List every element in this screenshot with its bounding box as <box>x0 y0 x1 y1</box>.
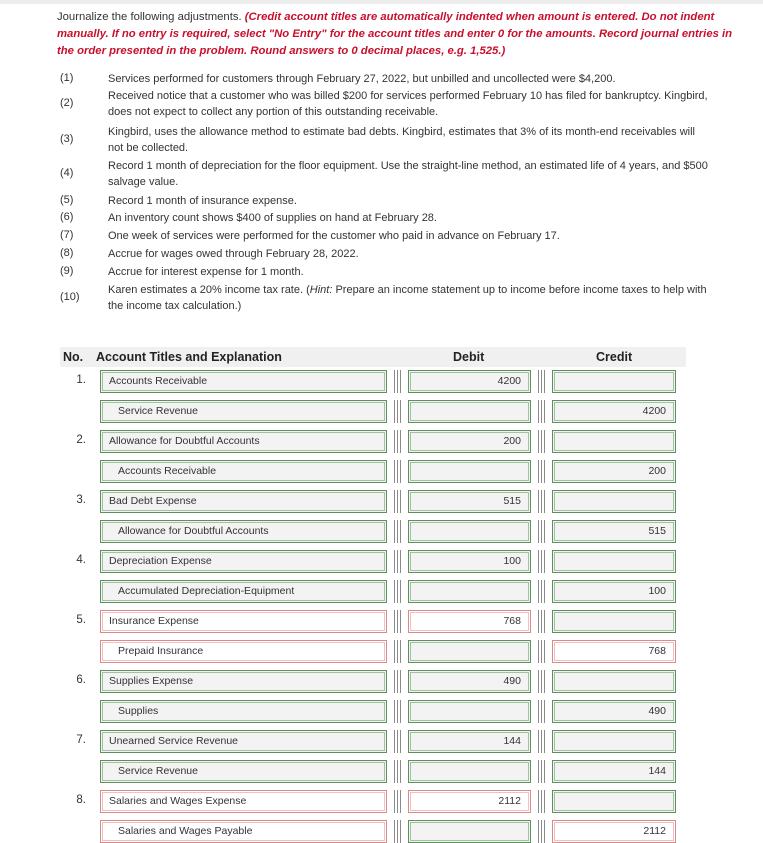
row-divider <box>538 640 545 663</box>
debit-amount-input[interactable] <box>408 580 531 603</box>
debit-amount-input[interactable] <box>408 400 531 423</box>
credit-amount-input[interactable] <box>552 430 676 453</box>
problem-number: (1) <box>60 72 74 84</box>
problem-text: Received notice that a customer who was billed $200 for services performed February 10 has filed for bankruptcy. Kingbird, does not expect to collect any portion of this outstanding receivable. <box>108 90 708 118</box>
problem-number: (3) <box>60 133 74 145</box>
credit-amount-input[interactable] <box>552 790 676 813</box>
debit-amount-input[interactable]: 4200 <box>408 370 531 393</box>
account-title-input[interactable]: Prepaid Insurance <box>100 640 387 663</box>
column-credit-header: Credit <box>596 350 633 364</box>
problem-number: (8) <box>60 247 74 259</box>
credit-amount-input[interactable] <box>552 730 676 753</box>
problem-number: (2) <box>60 97 74 109</box>
column-no-header: No. <box>63 350 84 364</box>
row-divider <box>394 370 401 393</box>
problem-text: One week of services were performed for the customer who paid in advance on February 17. <box>108 230 560 242</box>
credit-amount-input[interactable]: 144 <box>552 760 676 783</box>
credit-amount-input[interactable] <box>552 490 676 513</box>
debit-amount-input[interactable] <box>408 640 531 663</box>
debit-amount-input[interactable] <box>408 520 531 543</box>
entry-number: 8. <box>76 794 86 806</box>
entry-number: 3. <box>76 494 86 506</box>
credit-amount-input[interactable] <box>552 610 676 633</box>
entry-number: 2. <box>76 434 86 446</box>
problem-number: (10) <box>60 291 80 303</box>
problem-text <box>108 283 708 314</box>
row-divider <box>538 670 545 693</box>
credit-amount-input[interactable]: 2112 <box>552 820 676 843</box>
row-divider <box>394 790 401 813</box>
row-divider <box>538 550 545 573</box>
row-divider <box>538 820 545 843</box>
entry-number: 6. <box>76 674 86 686</box>
entry-number: 4. <box>76 554 86 566</box>
row-divider <box>538 430 545 453</box>
account-title-input[interactable]: Service Revenue <box>100 760 387 783</box>
debit-amount-input[interactable]: 144 <box>408 730 531 753</box>
row-divider <box>538 400 545 423</box>
row-divider <box>394 820 401 843</box>
row-divider <box>538 700 545 723</box>
debit-amount-input[interactable] <box>408 460 531 483</box>
entry-number: 1. <box>76 374 86 386</box>
instructions-lead: Journalize the following adjustments. <box>57 11 242 23</box>
row-divider <box>538 580 545 603</box>
problem-text: Record 1 month of insurance expense. <box>108 195 297 207</box>
row-divider <box>394 670 401 693</box>
credit-amount-input[interactable]: 200 <box>552 460 676 483</box>
debit-amount-input[interactable]: 2112 <box>408 790 531 813</box>
problem-text: An inventory count shows $400 of supplies on hand at February 28. <box>108 212 437 224</box>
row-divider <box>538 760 545 783</box>
row-divider <box>394 700 401 723</box>
row-divider <box>538 490 545 513</box>
row-divider <box>394 400 401 423</box>
row-divider <box>394 550 401 573</box>
debit-amount-input[interactable] <box>408 700 531 723</box>
credit-amount-input[interactable]: 4200 <box>552 400 676 423</box>
credit-amount-input[interactable]: 100 <box>552 580 676 603</box>
debit-amount-input[interactable]: 515 <box>408 490 531 513</box>
problem-number: (9) <box>60 265 74 277</box>
column-account-header: Account Titles and Explanation <box>96 350 282 364</box>
account-title-input[interactable]: Allowance for Doubtful Accounts <box>100 430 387 453</box>
journal-table-header <box>60 347 686 367</box>
problem-number: (4) <box>60 167 74 179</box>
account-title-input[interactable]: Salaries and Wages Payable <box>100 820 387 843</box>
row-divider <box>394 430 401 453</box>
problem-text: Accrue for wages owed through February 28, 2022. <box>108 248 359 260</box>
credit-amount-input[interactable] <box>552 370 676 393</box>
credit-amount-input[interactable]: 768 <box>552 640 676 663</box>
debit-amount-input[interactable] <box>408 760 531 783</box>
debit-amount-input[interactable]: 200 <box>408 430 531 453</box>
row-divider <box>538 370 545 393</box>
problem-number: (5) <box>60 194 74 206</box>
account-title-input[interactable]: Unearned Service Revenue <box>100 730 387 753</box>
credit-amount-input[interactable] <box>552 670 676 693</box>
row-divider <box>538 790 545 813</box>
account-title-input[interactable]: Bad Debt Expense <box>100 490 387 513</box>
row-divider <box>538 460 545 483</box>
problem-number: (6) <box>60 211 74 223</box>
entry-number: 7. <box>76 734 86 746</box>
debit-amount-input[interactable]: 768 <box>408 610 531 633</box>
account-title-input[interactable]: Accounts Receivable <box>100 460 387 483</box>
debit-amount-input[interactable]: 100 <box>408 550 531 573</box>
problem-text: Record 1 month of depreciation for the floor equipment. Use the straight-line method, an estimated life of 4 years, and $500 salvage value. <box>108 160 708 188</box>
account-title-input[interactable]: Service Revenue <box>100 400 387 423</box>
account-title-input[interactable]: Depreciation Expense <box>100 550 387 573</box>
account-title-input[interactable]: Allowance for Doubtful Accounts <box>100 520 387 543</box>
account-title-input[interactable]: Supplies Expense <box>100 670 387 693</box>
account-title-input[interactable]: Supplies <box>100 700 387 723</box>
credit-amount-input[interactable]: 515 <box>552 520 676 543</box>
account-title-input[interactable]: Insurance Expense <box>100 610 387 633</box>
row-divider <box>394 760 401 783</box>
instructions <box>57 9 747 60</box>
problem-text-before: Karen estimates a 20% income tax rate. ( <box>108 284 310 296</box>
row-divider <box>394 730 401 753</box>
problem-text: Kingbird, uses the allowance method to estimate bad debts. Kingbird, estimates that 3% of its month-end receivables will not be collected. <box>108 126 695 154</box>
top-divider <box>0 0 763 4</box>
problem-text: Services performed for customers through February 27, 2022, but unbilled and uncollected were $4,200. <box>108 73 616 85</box>
row-divider <box>394 640 401 663</box>
hint-label: Hint: <box>309 284 333 296</box>
credit-amount-input[interactable]: 490 <box>552 700 676 723</box>
row-divider <box>394 520 401 543</box>
credit-amount-input[interactable] <box>552 550 676 573</box>
problem-text-after: Prepare an income statement up to income before income taxes to help with the income tax calculation.) <box>108 284 707 312</box>
entry-number: 5. <box>76 614 86 626</box>
row-divider <box>394 580 401 603</box>
row-divider <box>394 460 401 483</box>
problem-text: Accrue for interest expense for 1 month. <box>108 266 304 278</box>
row-divider <box>538 610 545 633</box>
row-divider <box>538 730 545 753</box>
row-divider <box>538 520 545 543</box>
row-divider <box>394 610 401 633</box>
debit-amount-input[interactable]: 490 <box>408 670 531 693</box>
row-divider <box>394 490 401 513</box>
column-debit-header: Debit <box>453 350 485 364</box>
instructions-note: (Credit account titles are automatically indented when amount is entered. Do not indent manually. If no entry is required, select "No Entry" for the account titles and enter 0 for the amounts. Record journal entries in the order presented in the problem. Round answers to 0 decimal places, e.g. 1,525.) <box>57 11 733 57</box>
problem-number: (7) <box>60 229 74 241</box>
account-title-input[interactable]: Salaries and Wages Expense <box>100 790 387 813</box>
account-title-input[interactable]: Accumulated Depreciation-Equipment <box>100 580 387 603</box>
account-title-input[interactable]: Accounts Receivable <box>100 370 387 393</box>
debit-amount-input[interactable] <box>408 820 531 843</box>
